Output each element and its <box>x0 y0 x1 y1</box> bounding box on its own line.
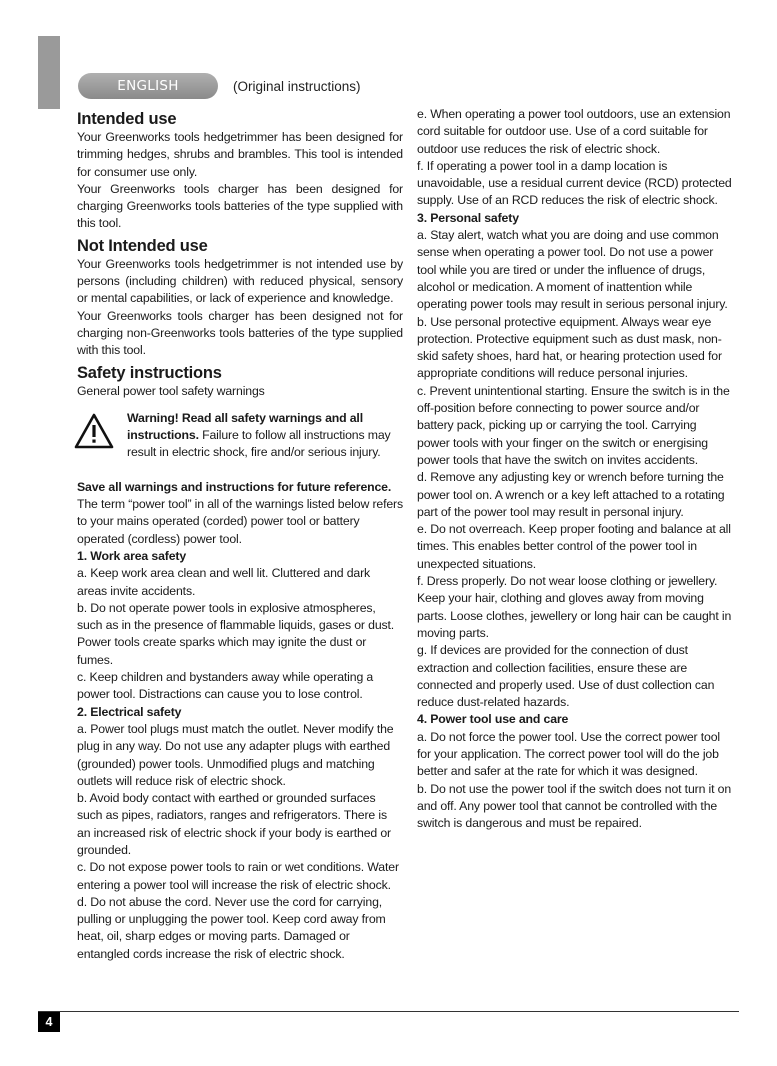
personal-item-a: a. Stay alert, watch what you are doing and use common sense when operating a power tool. Do not use a power tool while you are tired or under the influence of drugs, alcohol or medication. A moment of inattention while operating power tools may result in serious personal injury. <box>417 228 728 312</box>
work-area-item-b: b. Do not operate power tools in explosive atmospheres, such as in the presence of flammable liquids, gases or dust. Power tools create sparks which may ignite the dust or fumes. <box>77 600 395 667</box>
intended-use-text-1: Your Greenworks tools hedgetrimmer has been designed for trimming hedges, shrubs and brambles. This tool is intended for consumer use only. <box>77 130 403 179</box>
personal-safety-heading: 3. Personal safety <box>417 210 519 225</box>
language-header <box>78 73 361 99</box>
left-column <box>77 106 403 963</box>
warning-block <box>77 410 403 462</box>
not-intended-use-heading: Not Intended use <box>77 236 208 255</box>
personal-item-c: c. Prevent unintentional starting. Ensure the switch is in the off-position before connecting to power source and/or battery pack, picking up or carrying the tool. Carrying power tools with your finger on the switch or energising power tools that have the switch on invites accidents. <box>417 383 730 467</box>
save-instructions-heading: Save all warnings and instructions for future reference. <box>77 479 392 494</box>
intended-use-heading: Intended use <box>77 110 177 128</box>
warning-body-text: Failure to follow all instructions may result in electric shock, fire and/or serious injury. <box>127 428 391 460</box>
warning-text <box>127 410 403 462</box>
power-tool-term-text: The term “power tool” in all of the warnings listed below refers to your mains operated (corded) power tool or battery operated (cordless) power tool. <box>77 497 403 546</box>
safety-subtitle: General power tool safety warnings <box>77 383 265 398</box>
tool-use-heading: 4. Power tool use and care <box>417 712 569 727</box>
personal-item-f: f. Dress properly. Do not wear loose clothing or jewellery. Keep your hair, clothing and gloves away from moving parts. Loose clothes, jewellery or long hair can be caught in moving parts. <box>417 574 732 640</box>
electrical-item-b: b. Avoid body contact with earthed or grounded surfaces such as pipes, radiators, ranges and refrigerators. There is an increased risk of electric shock if your body is earthed or grounded. <box>77 791 391 857</box>
safety-instructions-heading: Safety instructions <box>77 363 222 382</box>
warning-bold-text: Warning! Read all safety warnings and all instructions. <box>127 410 363 443</box>
intended-use-text-2: Your Greenworks tools charger has been designed for charging Greenworks tools batteries of the type supplied with this tool. <box>77 181 403 231</box>
electrical-item-a: a. Power tool plugs must match the outlet. Never modify the plug in any way. Do not use any adapter plugs with earthed (grounded) power tools. Unmodified plugs and matching outlets will reduce risk of electric shock. <box>77 721 394 788</box>
footer-divider <box>38 1011 739 1012</box>
personal-item-e: e. Do not overreach. Keep proper footing and balance at all times. This enables better control of the power tool in unexpected situations. <box>417 522 731 571</box>
warning-triangle-icon <box>73 412 115 450</box>
electrical-item-f: f. If operating a power tool in a damp location is unavoidable, use a residual current device (RCD) protected supply. Use of an RCD reduces the risk of electric shock. <box>417 158 732 208</box>
language-side-tab <box>38 36 60 109</box>
tool-use-item-a: a. Do not force the power tool. Use the correct power tool for your application. The correct power tool will do the job better and safer at the rate for which it was designed. <box>417 729 720 779</box>
tool-use-item-b: b. Do not use the power tool if the switch does not turn it on and off. Any power tool that cannot be controlled with the switch is dangerous and must be repaired. <box>417 781 732 831</box>
personal-item-b: b. Use personal protective equipment. Always wear eye protection. Protective equipment such as dust mask, non-skid safety shoes, hard hat, or hearing protection used for appropriate conditions will reduce personal injuries. <box>417 314 722 381</box>
work-area-heading: 1. Work area safety <box>77 548 187 563</box>
language-badge: ENGLISH <box>78 73 218 99</box>
work-area-item-a: a. Keep work area clean and well lit. Cluttered and dark areas invite accidents. <box>77 566 371 598</box>
page-number: 4 <box>38 1012 60 1032</box>
original-instructions-note: (Original instructions) <box>233 78 361 94</box>
electrical-safety-heading: 2. Electrical safety <box>77 704 182 719</box>
right-column <box>417 106 732 832</box>
personal-item-d: d. Remove any adjusting key or wrench before turning the power tool on. A wrench or a key left attached to a rotating part of the power tool may result in personal injury. <box>417 470 725 519</box>
personal-item-g: g. If devices are provided for the connection of dust extraction and collection facilities, ensure these are connected and properly used. Use of dust collection can reduce dust-related hazards. <box>417 643 715 710</box>
work-area-item-c: c. Keep children and bystanders away while operating a power tool. Distractions can cause you to lose control. <box>77 670 374 702</box>
electrical-item-d: d. Do not abuse the cord. Never use the cord for carrying, pulling or unplugging the power tool. Keep cord away from heat, oil, sharp edges or moving parts. Damaged or entangled cords increase the risk of electric shock. <box>77 894 386 961</box>
not-intended-use-text-1: Your Greenworks tools hedgetrimmer is not intended use by persons (including children) with reduced physical, sensory or mental capabilities, or lack of experience and knowledge. <box>77 256 403 306</box>
not-intended-use-text-2: Your Greenworks tools charger has been designed not for charging non-Greenworks tools batteries of the type supplied with this tool. <box>77 308 403 358</box>
electrical-item-e: e. When operating a power tool outdoors, use an extension cord suitable for outdoor use. Use of a cord suitable for outdoor use reduces the risk of electric shock. <box>417 107 731 156</box>
electrical-item-c: c. Do not expose power tools to rain or wet conditions. Water entering a power tool will increase the risk of electric shock. <box>77 860 399 892</box>
